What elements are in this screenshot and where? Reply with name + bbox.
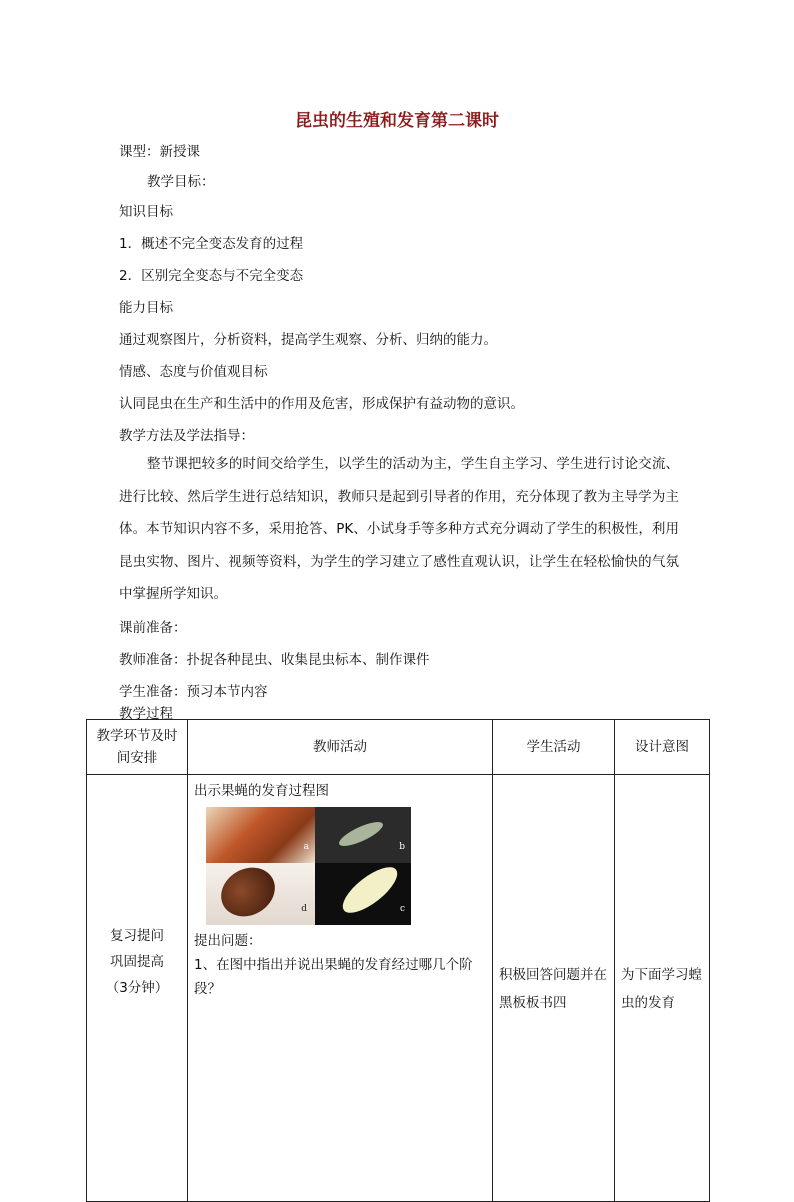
question-heading: 提出问题： bbox=[194, 933, 262, 949]
knowledge-goal-2: 2．区别完全变态与不完全变态 bbox=[119, 268, 304, 284]
emotion-goals-heading: 情感、态度与价值观目标 bbox=[119, 364, 268, 380]
table-row bbox=[87, 775, 710, 1202]
method-paragraph: 整节课把较多的时间交给学生，以学生的活动为主，学生自主学习、学生进行讨论交流、进行比较、然后学生进行总结知识，教师只是起到引导者的作用，充分体现了教为主导学为主体。本节知识内容不多，采用抢答、PK、小试身手等多种方式充分调动了学生的积极性，利用昆虫实物、图片、视频等资料，为学生的学习建立了感性直观认识，让学生在轻松愉快的气氛中掌握所学知识。 bbox=[119, 456, 679, 603]
ability-goals-heading: 能力目标 bbox=[119, 300, 173, 316]
image-label-d: d bbox=[301, 904, 307, 914]
prep-heading: 课前准备： bbox=[119, 620, 187, 636]
teacher-prep: 教师准备：扑捉各种昆虫、收集昆虫标本、制作课件 bbox=[119, 652, 430, 668]
image-label-a: a bbox=[303, 842, 309, 852]
teaching-goals-heading: 教学目标： bbox=[147, 174, 215, 190]
adult-fly-photo bbox=[206, 807, 315, 863]
image-label-b: b bbox=[399, 842, 405, 852]
egg-photo bbox=[315, 807, 411, 863]
table-header-row bbox=[87, 720, 710, 775]
method-heading: 教学方法及学法指导： bbox=[119, 428, 254, 444]
phase-line-3: （3分钟） bbox=[105, 980, 169, 996]
teacher-intro: 出示果蝇的发育过程图 bbox=[194, 783, 329, 799]
document-title: 昆虫的生殖和发育第二课时 bbox=[295, 111, 499, 131]
design-intent-cell: 为下面学习蝗虫的发育 bbox=[615, 775, 710, 1202]
knowledge-goals-heading: 知识目标 bbox=[119, 204, 173, 220]
phase-line-1: 复习提问 bbox=[110, 928, 164, 944]
teaching-process-table bbox=[86, 719, 710, 1202]
student-prep: 学生准备：预习本节内容 bbox=[119, 684, 268, 700]
student-activity-cell: 积极回答问题并在黑板板书四 bbox=[493, 775, 615, 1202]
fruit-fly-development-image bbox=[206, 807, 411, 925]
header-teacher-activity: 教师活动 bbox=[188, 720, 493, 775]
process-heading: 教学过程 bbox=[119, 706, 173, 722]
image-label-c: c bbox=[399, 904, 405, 914]
header-student-activity: 学生活动 bbox=[493, 720, 615, 775]
header-design-intent: 设计意图 bbox=[615, 720, 710, 775]
teacher-activity-cell bbox=[188, 775, 493, 1202]
pupa-photo bbox=[206, 863, 315, 925]
header-phase: 教学环节及时间安排 bbox=[87, 720, 188, 775]
knowledge-goal-1: 1．概述不完全变态发育的过程 bbox=[119, 236, 304, 252]
phase-line-2: 巩固提高 bbox=[110, 954, 164, 970]
phase-cell bbox=[87, 775, 188, 1202]
emotion-goal-text: 认同昆虫在生产和生活中的作用及危害，形成保护有益动物的意识。 bbox=[119, 396, 524, 412]
larva-photo bbox=[315, 863, 411, 925]
ability-goal-text: 通过观察图片，分析资料，提高学生观察、分析、归纳的能力。 bbox=[119, 332, 497, 348]
lesson-type: 课型：新授课 bbox=[119, 144, 200, 160]
question-1: 1、在图中指出并说出果蝇的发育经过哪几个阶段？ bbox=[194, 957, 473, 997]
